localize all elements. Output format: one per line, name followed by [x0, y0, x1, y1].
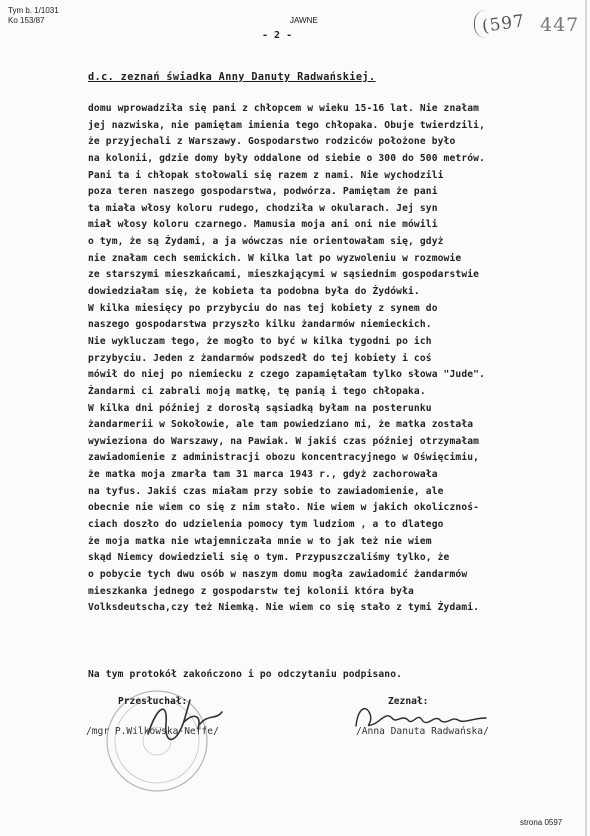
- handwritten-number-right: 447: [540, 14, 580, 36]
- body-line: poza teren naszego gospodarstwa, podwórza. Pamiętam że pani: [88, 186, 438, 198]
- body-line: przybyciu. Jeden z żandarmów podszedł do tej kobiety i coś: [88, 352, 432, 364]
- body-line: że moja matka nie wtajemniczała mnie w to jak też nie wiem: [88, 535, 432, 547]
- interrogator-label: Przesłuchał:: [118, 696, 188, 707]
- body-line: zawiadomienie z administracji obozu koncentracyjnego w Oświęcimiu,: [88, 452, 480, 464]
- body-line: obecnie nie wiem co się z nim stało. Nie wiem w jakich okolicznoś-: [88, 502, 480, 514]
- body-line: mieszkanka jednego z gospodarstw tej kolonii która była: [88, 585, 414, 597]
- body-line: ciach doszło do udzielenia pomocy tym ludziom , a to dlatego: [88, 519, 444, 531]
- body-line: mówił do niej po niemiecku z czego zapamiętałam tylko słowa "Jude".: [88, 369, 486, 381]
- archive-reference: [8, 6, 59, 26]
- body-line: W kilka dni później z dorosłą sąsiadką byłam na posterunku: [88, 402, 432, 414]
- testimony-body: [88, 103, 584, 619]
- body-line: na kolonii, gdzie domy były oddalone od siebie o 300 do 500 metrów.: [88, 152, 486, 164]
- body-line: ta miała włosy koloru rudego, chodziła w okularach. Jej syn: [88, 202, 438, 214]
- body-line: o tym, że są Żydami, a ja wówczas nie orientowałam się, gdyż: [88, 236, 444, 248]
- body-line: żandarmerii w Sokołowie, ale tam powiedziano mi, że matka została: [88, 419, 474, 431]
- body-line: że przyjechali z Warszawy. Gospodarstwo rodziców położone było: [88, 136, 456, 148]
- closing-statement: Na tym protokół zakończono i po odczytaniu podpisano.: [88, 669, 403, 680]
- body-line: skąd Niemcy dowiedzieli się o tym. Przypuszczaliśmy tylko, że: [88, 552, 450, 564]
- body-line: wywieziona do Warszawy, na Pawiak. W jakiś czas później otrzymałam: [88, 435, 480, 447]
- body-line: nie znałam cech semickich. W kilka lat po wyzwoleniu w rozmowie: [88, 252, 462, 264]
- archive-reference-line1: Tym b. 1/1031: [8, 6, 59, 15]
- interrogator-name: /mgr P.Wilkowska-Neffe/: [86, 726, 219, 737]
- body-line: W kilka miesięcy po przybyciu do nas tej kobiety z synem do: [88, 302, 438, 314]
- body-line: Nie wykluczam tego, że mogło to być w kilka tygodni po ich: [88, 335, 432, 347]
- body-line: o pobycie tych dwu osób w naszym domu mogła zawiadomić żandarmów: [88, 568, 468, 580]
- witness-label: Zeznał:: [388, 696, 429, 707]
- body-line: jej nazwiska, nie pamiętam imienia tego chłopaka. Obuje twierdzili,: [88, 119, 486, 131]
- body-line: ze starszymi mieszkańcami, mieszkającymi w sąsiednim gospodarstwie: [88, 269, 480, 281]
- handwritten-number-left: (597: [480, 11, 527, 37]
- page-edge: [585, 0, 587, 836]
- archive-reference-line2: Ko 153/87: [8, 16, 45, 25]
- page-number: - 2 -: [262, 30, 293, 41]
- page-footer: strona 0597: [520, 818, 563, 827]
- body-line: domu wprowadziła się pani z chłopcem w wieku 15-16 lat. Nie znałam: [88, 103, 480, 114]
- body-line: Żandarmi ci zabrali moją matkę, tę panią i tego chłopaka.: [88, 385, 426, 397]
- body-line: że matka moja zmarła tam 31 marca 1943 r., gdyż zachorowała: [88, 469, 438, 481]
- body-line: naszego gospodarstwa przyszło kilku żandarmów niemieckich.: [88, 319, 432, 331]
- classification-label: JAWNE: [290, 16, 318, 25]
- body-line: Volksdeutscha,czy też Niemką. Nie wiem co się stało z tymi Żydami.: [88, 602, 480, 614]
- document-heading: d.c. zeznań świadka Anny Danuty Radwańskiej.: [88, 72, 376, 83]
- body-line: dowiedziałam się, że kobieta ta podobna była do Żydówki.: [88, 286, 420, 298]
- interrogator-signature: [138, 694, 228, 750]
- body-line: na tyfus. Jakiś czas miałam przy sobie to zawiadomienie, ale: [88, 485, 444, 497]
- witness-name: /Anna Danuta Radwańska/: [356, 726, 489, 737]
- body-line: Pani ta i chłopak stołowali się razem z nami. Nie wychodzili: [88, 169, 444, 181]
- body-line: miał włosy koloru czarnego. Mamusia moja ani oni nie mówili: [88, 219, 438, 231]
